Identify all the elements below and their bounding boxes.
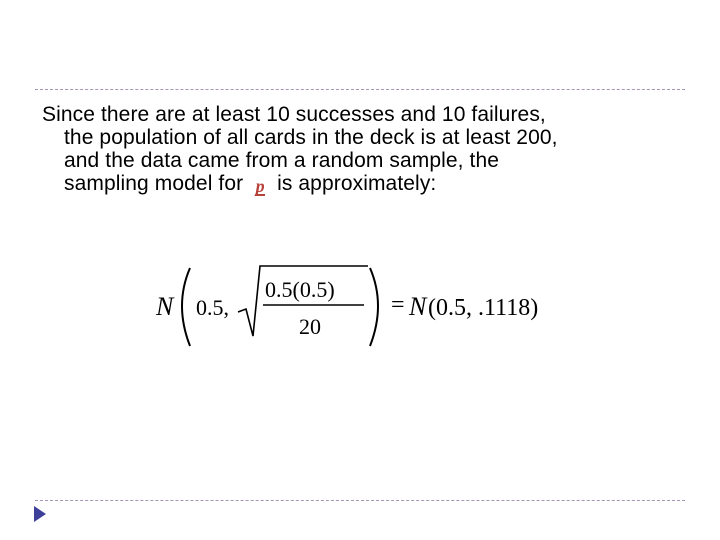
- bullet-arrow-icon: [34, 506, 46, 522]
- approximately-text: is approximately:: [277, 172, 437, 195]
- bottom-divider: [35, 500, 685, 501]
- paragraph-line-1: Since there are at least 10 successes and 10 failures,: [42, 103, 546, 126]
- p-value: 0.5,: [196, 295, 229, 320]
- body-paragraph: [42, 103, 692, 195]
- sampling-distribution-formula: [150, 260, 590, 350]
- p-hat-symbol: p: [249, 177, 271, 195]
- paragraph-line-2: the population of all cards in the deck is at least 200,: [64, 126, 558, 149]
- left-paren-close: [370, 268, 378, 346]
- fraction-numerator: 0.5(0.5): [265, 277, 335, 302]
- sampling-model-text: sampling model for: [64, 172, 244, 195]
- top-divider: [35, 89, 685, 90]
- fraction-denominator: 20: [299, 314, 321, 339]
- left-paren-open: [182, 268, 190, 346]
- distribution-result: (0.5, .1118): [428, 295, 539, 321]
- normal-symbol-right: N: [409, 292, 427, 321]
- equals-sign: =: [391, 292, 405, 318]
- normal-symbol-left: N: [156, 292, 174, 321]
- paragraph-line-4: [42, 172, 692, 195]
- paragraph-line-3: and the data came from a random sample, the: [64, 149, 500, 172]
